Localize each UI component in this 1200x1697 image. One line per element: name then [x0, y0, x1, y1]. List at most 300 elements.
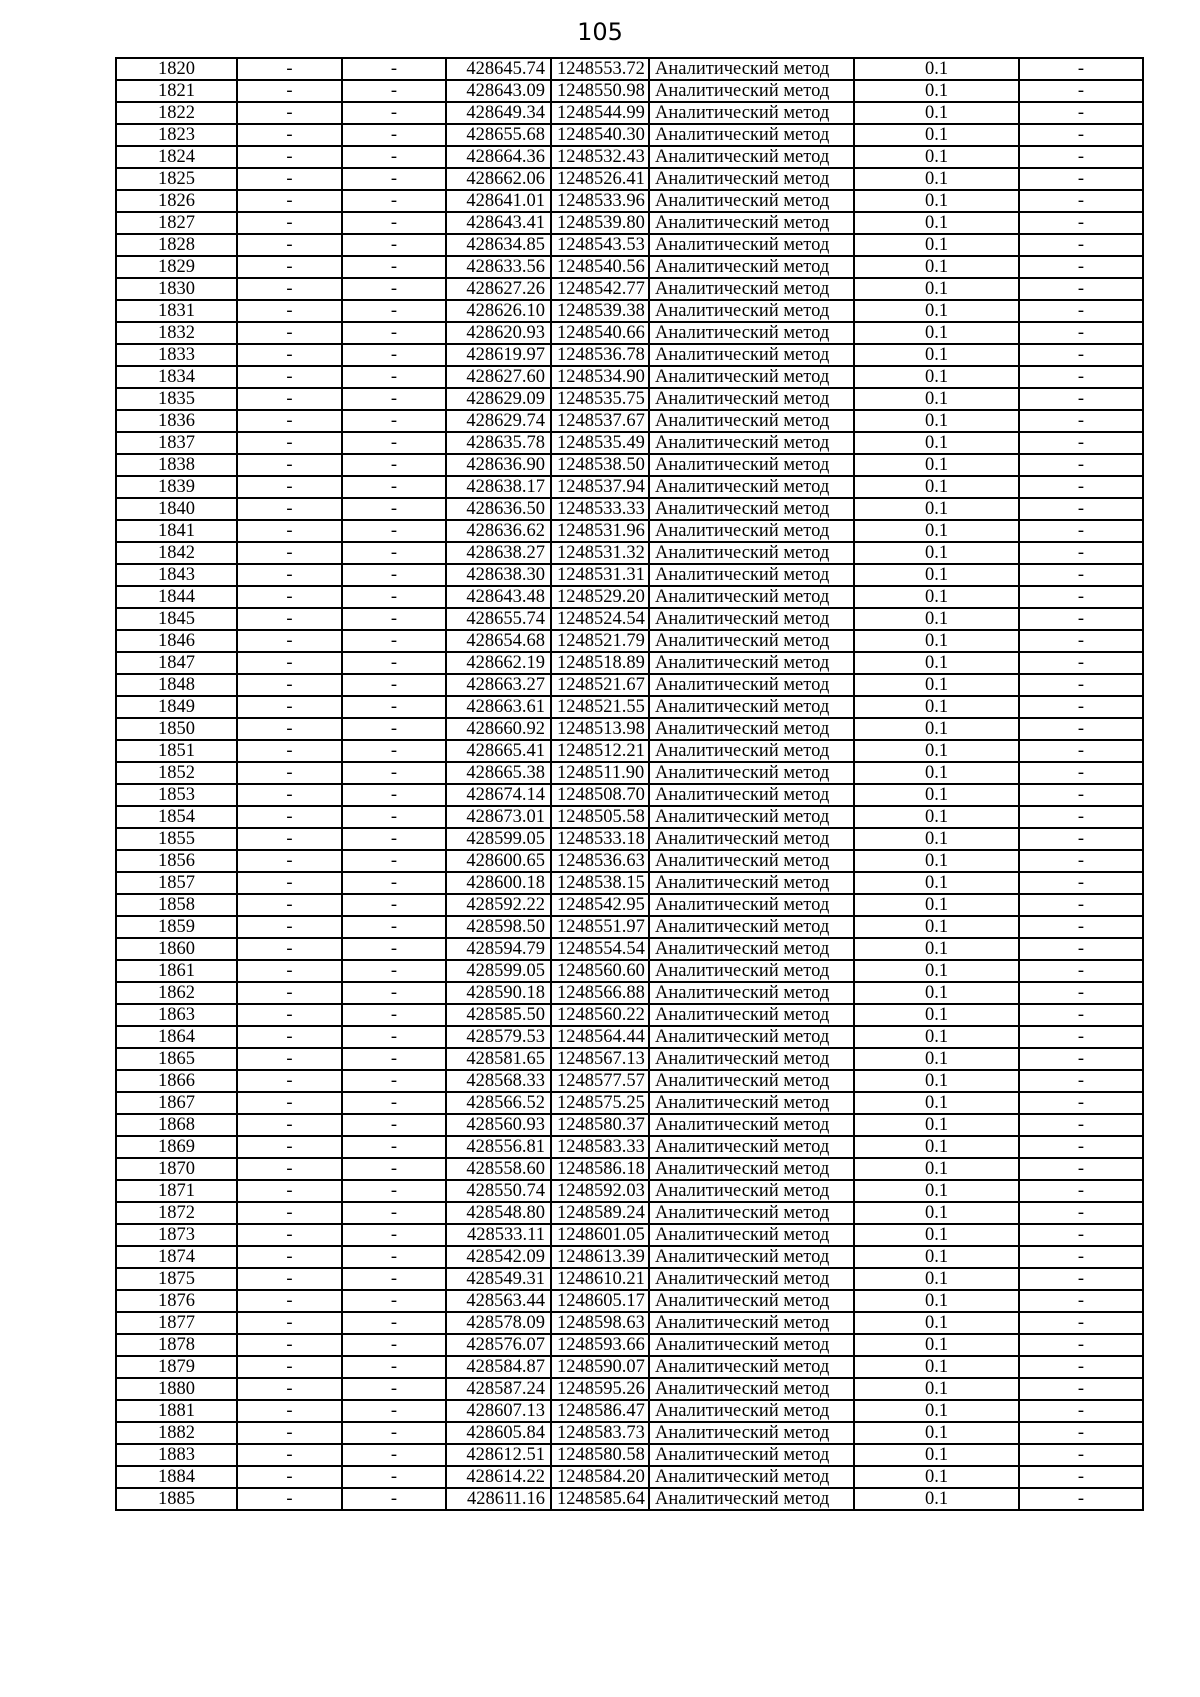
table-row	[116, 102, 1143, 124]
column-2-cell: -	[237, 1048, 342, 1070]
accuracy-cell: 0.1	[854, 542, 1019, 564]
table-row	[116, 1114, 1143, 1136]
y-coordinate-cell: 1248593.66	[551, 1334, 649, 1356]
point-number-cell: 1867	[116, 1092, 237, 1114]
column-8-cell: -	[1019, 1224, 1143, 1246]
table-row	[116, 190, 1143, 212]
column-3-cell: -	[342, 1246, 446, 1268]
point-number-cell: 1831	[116, 300, 237, 322]
table-row	[116, 696, 1143, 718]
column-8-cell: -	[1019, 256, 1143, 278]
accuracy-cell: 0.1	[854, 740, 1019, 762]
table-row	[116, 256, 1143, 278]
y-coordinate-cell: 1248540.30	[551, 124, 649, 146]
column-3-cell: -	[342, 520, 446, 542]
table-row	[116, 410, 1143, 432]
method-cell: Аналитический метод	[649, 278, 854, 300]
column-8-cell: -	[1019, 784, 1143, 806]
column-8-cell: -	[1019, 1114, 1143, 1136]
column-2-cell: -	[237, 146, 342, 168]
point-number-cell: 1848	[116, 674, 237, 696]
point-number-cell: 1839	[116, 476, 237, 498]
column-2-cell: -	[237, 652, 342, 674]
point-number-cell: 1864	[116, 1026, 237, 1048]
column-2-cell: -	[237, 1400, 342, 1422]
column-2-cell: -	[237, 1312, 342, 1334]
column-2-cell: -	[237, 674, 342, 696]
point-number-cell: 1880	[116, 1378, 237, 1400]
column-8-cell: -	[1019, 410, 1143, 432]
method-cell: Аналитический метод	[649, 828, 854, 850]
column-3-cell: -	[342, 982, 446, 1004]
column-2-cell: -	[237, 1180, 342, 1202]
column-8-cell: -	[1019, 1444, 1143, 1466]
accuracy-cell: 0.1	[854, 1312, 1019, 1334]
column-3-cell: -	[342, 1202, 446, 1224]
x-coordinate-cell: 428611.16	[446, 1488, 551, 1510]
y-coordinate-cell: 1248586.47	[551, 1400, 649, 1422]
method-cell: Аналитический метод	[649, 894, 854, 916]
y-coordinate-cell: 1248580.37	[551, 1114, 649, 1136]
column-2-cell: -	[237, 586, 342, 608]
column-2-cell: -	[237, 1466, 342, 1488]
column-3-cell: -	[342, 234, 446, 256]
table-row	[116, 124, 1143, 146]
x-coordinate-cell: 428600.18	[446, 872, 551, 894]
column-3-cell: -	[342, 190, 446, 212]
table-row	[116, 1070, 1143, 1092]
point-number-cell: 1822	[116, 102, 237, 124]
x-coordinate-cell: 428548.80	[446, 1202, 551, 1224]
accuracy-cell: 0.1	[854, 696, 1019, 718]
point-number-cell: 1858	[116, 894, 237, 916]
column-8-cell: -	[1019, 476, 1143, 498]
column-3-cell: -	[342, 1400, 446, 1422]
accuracy-cell: 0.1	[854, 168, 1019, 190]
column-2-cell: -	[237, 960, 342, 982]
column-8-cell: -	[1019, 740, 1143, 762]
point-number-cell: 1878	[116, 1334, 237, 1356]
y-coordinate-cell: 1248540.56	[551, 256, 649, 278]
column-3-cell: -	[342, 674, 446, 696]
table-row	[116, 476, 1143, 498]
column-3-cell: -	[342, 1444, 446, 1466]
column-3-cell: -	[342, 146, 446, 168]
column-8-cell: -	[1019, 652, 1143, 674]
accuracy-cell: 0.1	[854, 1004, 1019, 1026]
table-row	[116, 322, 1143, 344]
accuracy-cell: 0.1	[854, 608, 1019, 630]
method-cell: Аналитический метод	[649, 938, 854, 960]
y-coordinate-cell: 1248536.63	[551, 850, 649, 872]
accuracy-cell: 0.1	[854, 366, 1019, 388]
column-8-cell: -	[1019, 1488, 1143, 1510]
y-coordinate-cell: 1248598.63	[551, 1312, 649, 1334]
method-cell: Аналитический метод	[649, 168, 854, 190]
column-8-cell: -	[1019, 1026, 1143, 1048]
x-coordinate-cell: 428599.05	[446, 828, 551, 850]
column-8-cell: -	[1019, 1246, 1143, 1268]
coordinates-table	[115, 57, 1144, 1511]
table-row	[116, 1466, 1143, 1488]
accuracy-cell: 0.1	[854, 1378, 1019, 1400]
table-row	[116, 234, 1143, 256]
column-8-cell: -	[1019, 520, 1143, 542]
column-3-cell: -	[342, 278, 446, 300]
point-number-cell: 1871	[116, 1180, 237, 1202]
column-2-cell: -	[237, 806, 342, 828]
column-2-cell: -	[237, 1224, 342, 1246]
x-coordinate-cell: 428654.68	[446, 630, 551, 652]
column-2-cell: -	[237, 542, 342, 564]
x-coordinate-cell: 428576.07	[446, 1334, 551, 1356]
method-cell: Аналитический метод	[649, 1356, 854, 1378]
point-number-cell: 1846	[116, 630, 237, 652]
accuracy-cell: 0.1	[854, 1202, 1019, 1224]
column-8-cell: -	[1019, 564, 1143, 586]
x-coordinate-cell: 428638.27	[446, 542, 551, 564]
column-2-cell: -	[237, 982, 342, 1004]
method-cell: Аналитический метод	[649, 234, 854, 256]
column-2-cell: -	[237, 388, 342, 410]
column-8-cell: -	[1019, 80, 1143, 102]
column-2-cell: -	[237, 696, 342, 718]
x-coordinate-cell: 428599.05	[446, 960, 551, 982]
column-8-cell: -	[1019, 234, 1143, 256]
column-3-cell: -	[342, 256, 446, 278]
method-cell: Аналитический метод	[649, 1026, 854, 1048]
table-row	[116, 1004, 1143, 1026]
accuracy-cell: 0.1	[854, 454, 1019, 476]
method-cell: Аналитический метод	[649, 740, 854, 762]
column-3-cell: -	[342, 1026, 446, 1048]
y-coordinate-cell: 1248505.58	[551, 806, 649, 828]
method-cell: Аналитический метод	[649, 982, 854, 1004]
method-cell: Аналитический метод	[649, 1466, 854, 1488]
column-3-cell: -	[342, 300, 446, 322]
column-3-cell: -	[342, 850, 446, 872]
column-2-cell: -	[237, 740, 342, 762]
method-cell: Аналитический метод	[649, 344, 854, 366]
column-2-cell: -	[237, 1334, 342, 1356]
point-number-cell: 1866	[116, 1070, 237, 1092]
column-3-cell: -	[342, 718, 446, 740]
column-3-cell: -	[342, 1290, 446, 1312]
column-8-cell: -	[1019, 982, 1143, 1004]
column-3-cell: -	[342, 454, 446, 476]
table-row	[116, 652, 1143, 674]
y-coordinate-cell: 1248532.43	[551, 146, 649, 168]
table-row	[116, 806, 1143, 828]
column-2-cell: -	[237, 1070, 342, 1092]
column-8-cell: -	[1019, 322, 1143, 344]
method-cell: Аналитический метод	[649, 454, 854, 476]
column-2-cell: -	[237, 630, 342, 652]
column-2-cell: -	[237, 168, 342, 190]
column-2-cell: -	[237, 828, 342, 850]
method-cell: Аналитический метод	[649, 1136, 854, 1158]
column-2-cell: -	[237, 718, 342, 740]
column-3-cell: -	[342, 894, 446, 916]
accuracy-cell: 0.1	[854, 498, 1019, 520]
column-8-cell: -	[1019, 1070, 1143, 1092]
y-coordinate-cell: 1248595.26	[551, 1378, 649, 1400]
method-cell: Аналитический метод	[649, 564, 854, 586]
x-coordinate-cell: 428612.51	[446, 1444, 551, 1466]
column-2-cell: -	[237, 256, 342, 278]
column-8-cell: -	[1019, 696, 1143, 718]
column-8-cell: -	[1019, 1092, 1143, 1114]
method-cell: Аналитический метод	[649, 410, 854, 432]
table-row	[116, 300, 1143, 322]
accuracy-cell: 0.1	[854, 1136, 1019, 1158]
accuracy-cell: 0.1	[854, 388, 1019, 410]
y-coordinate-cell: 1248613.39	[551, 1246, 649, 1268]
table-row	[116, 1224, 1143, 1246]
y-coordinate-cell: 1248526.41	[551, 168, 649, 190]
x-coordinate-cell: 428600.65	[446, 850, 551, 872]
column-8-cell: -	[1019, 1356, 1143, 1378]
accuracy-cell: 0.1	[854, 718, 1019, 740]
column-2-cell: -	[237, 1422, 342, 1444]
accuracy-cell: 0.1	[854, 432, 1019, 454]
accuracy-cell: 0.1	[854, 1466, 1019, 1488]
method-cell: Аналитический метод	[649, 388, 854, 410]
accuracy-cell: 0.1	[854, 1180, 1019, 1202]
table-row	[116, 344, 1143, 366]
point-number-cell: 1840	[116, 498, 237, 520]
point-number-cell: 1830	[116, 278, 237, 300]
method-cell: Аналитический метод	[649, 1158, 854, 1180]
accuracy-cell: 0.1	[854, 58, 1019, 80]
table-row	[116, 1092, 1143, 1114]
point-number-cell: 1860	[116, 938, 237, 960]
accuracy-cell: 0.1	[854, 1334, 1019, 1356]
method-cell: Аналитический метод	[649, 1070, 854, 1092]
column-8-cell: -	[1019, 718, 1143, 740]
accuracy-cell: 0.1	[854, 1158, 1019, 1180]
x-coordinate-cell: 428663.61	[446, 696, 551, 718]
column-2-cell: -	[237, 190, 342, 212]
method-cell: Аналитический метод	[649, 1092, 854, 1114]
table-row	[116, 542, 1143, 564]
accuracy-cell: 0.1	[854, 124, 1019, 146]
x-coordinate-cell: 428643.09	[446, 80, 551, 102]
column-8-cell: -	[1019, 300, 1143, 322]
column-2-cell: -	[237, 454, 342, 476]
column-3-cell: -	[342, 1334, 446, 1356]
y-coordinate-cell: 1248550.98	[551, 80, 649, 102]
point-number-cell: 1825	[116, 168, 237, 190]
accuracy-cell: 0.1	[854, 322, 1019, 344]
method-cell: Аналитический метод	[649, 300, 854, 322]
method-cell: Аналитический метод	[649, 1400, 854, 1422]
column-8-cell: -	[1019, 608, 1143, 630]
column-3-cell: -	[342, 960, 446, 982]
y-coordinate-cell: 1248553.72	[551, 58, 649, 80]
point-number-cell: 1824	[116, 146, 237, 168]
method-cell: Аналитический метод	[649, 806, 854, 828]
column-2-cell: -	[237, 1004, 342, 1026]
table-row	[116, 1378, 1143, 1400]
point-number-cell: 1852	[116, 762, 237, 784]
column-2-cell: -	[237, 1114, 342, 1136]
column-3-cell: -	[342, 212, 446, 234]
method-cell: Аналитический метод	[649, 1334, 854, 1356]
y-coordinate-cell: 1248580.58	[551, 1444, 649, 1466]
point-number-cell: 1847	[116, 652, 237, 674]
x-coordinate-cell: 428533.11	[446, 1224, 551, 1246]
column-8-cell: -	[1019, 1334, 1143, 1356]
column-2-cell: -	[237, 1158, 342, 1180]
accuracy-cell: 0.1	[854, 960, 1019, 982]
column-2-cell: -	[237, 322, 342, 344]
table-row	[116, 454, 1143, 476]
column-2-cell: -	[237, 366, 342, 388]
x-coordinate-cell: 428636.90	[446, 454, 551, 476]
column-8-cell: -	[1019, 938, 1143, 960]
point-number-cell: 1854	[116, 806, 237, 828]
column-2-cell: -	[237, 1444, 342, 1466]
point-number-cell: 1874	[116, 1246, 237, 1268]
table-row	[116, 278, 1143, 300]
method-cell: Аналитический метод	[649, 586, 854, 608]
x-coordinate-cell: 428662.19	[446, 652, 551, 674]
column-8-cell: -	[1019, 190, 1143, 212]
table-row	[116, 1180, 1143, 1202]
table-row	[116, 784, 1143, 806]
y-coordinate-cell: 1248583.73	[551, 1422, 649, 1444]
column-8-cell: -	[1019, 1202, 1143, 1224]
column-2-cell: -	[237, 1026, 342, 1048]
point-number-cell: 1851	[116, 740, 237, 762]
point-number-cell: 1877	[116, 1312, 237, 1334]
y-coordinate-cell: 1248508.70	[551, 784, 649, 806]
point-number-cell: 1872	[116, 1202, 237, 1224]
column-8-cell: -	[1019, 1378, 1143, 1400]
accuracy-cell: 0.1	[854, 828, 1019, 850]
table-row	[116, 58, 1143, 80]
accuracy-cell: 0.1	[854, 1356, 1019, 1378]
point-number-cell: 1844	[116, 586, 237, 608]
point-number-cell: 1821	[116, 80, 237, 102]
accuracy-cell: 0.1	[854, 256, 1019, 278]
method-cell: Аналитический метод	[649, 432, 854, 454]
column-2-cell: -	[237, 1488, 342, 1510]
accuracy-cell: 0.1	[854, 476, 1019, 498]
method-cell: Аналитический метод	[649, 520, 854, 542]
x-coordinate-cell: 428641.01	[446, 190, 551, 212]
point-number-cell: 1868	[116, 1114, 237, 1136]
accuracy-cell: 0.1	[854, 630, 1019, 652]
point-number-cell: 1827	[116, 212, 237, 234]
accuracy-cell: 0.1	[854, 850, 1019, 872]
column-3-cell: -	[342, 696, 446, 718]
x-coordinate-cell: 428635.78	[446, 432, 551, 454]
table-row	[116, 432, 1143, 454]
column-3-cell: -	[342, 806, 446, 828]
column-3-cell: -	[342, 740, 446, 762]
accuracy-cell: 0.1	[854, 102, 1019, 124]
accuracy-cell: 0.1	[854, 212, 1019, 234]
y-coordinate-cell: 1248560.22	[551, 1004, 649, 1026]
method-cell: Аналитический метод	[649, 476, 854, 498]
x-coordinate-cell: 428649.34	[446, 102, 551, 124]
column-2-cell: -	[237, 1246, 342, 1268]
x-coordinate-cell: 428638.30	[446, 564, 551, 586]
x-coordinate-cell: 428629.74	[446, 410, 551, 432]
table-row	[116, 608, 1143, 630]
x-coordinate-cell: 428563.44	[446, 1290, 551, 1312]
point-number-cell: 1828	[116, 234, 237, 256]
column-3-cell: -	[342, 1004, 446, 1026]
column-2-cell: -	[237, 278, 342, 300]
x-coordinate-cell: 428638.17	[446, 476, 551, 498]
column-3-cell: -	[342, 344, 446, 366]
method-cell: Аналитический метод	[649, 212, 854, 234]
x-coordinate-cell: 428568.33	[446, 1070, 551, 1092]
table-row	[116, 564, 1143, 586]
column-2-cell: -	[237, 344, 342, 366]
point-number-cell: 1850	[116, 718, 237, 740]
accuracy-cell: 0.1	[854, 278, 1019, 300]
column-8-cell: -	[1019, 828, 1143, 850]
column-2-cell: -	[237, 124, 342, 146]
point-number-cell: 1837	[116, 432, 237, 454]
column-2-cell: -	[237, 410, 342, 432]
table-row	[116, 762, 1143, 784]
x-coordinate-cell: 428665.41	[446, 740, 551, 762]
accuracy-cell: 0.1	[854, 344, 1019, 366]
table-row	[116, 168, 1143, 190]
table-row	[116, 1026, 1143, 1048]
table-row	[116, 1356, 1143, 1378]
column-2-cell: -	[237, 916, 342, 938]
method-cell: Аналитический метод	[649, 850, 854, 872]
method-cell: Аналитический метод	[649, 784, 854, 806]
method-cell: Аналитический метод	[649, 960, 854, 982]
x-coordinate-cell: 428558.60	[446, 1158, 551, 1180]
method-cell: Аналитический метод	[649, 1422, 854, 1444]
point-number-cell: 1845	[116, 608, 237, 630]
table-row	[116, 1136, 1143, 1158]
accuracy-cell: 0.1	[854, 982, 1019, 1004]
method-cell: Аналитический метод	[649, 80, 854, 102]
column-8-cell: -	[1019, 1004, 1143, 1026]
table-row	[116, 982, 1143, 1004]
method-cell: Аналитический метод	[649, 696, 854, 718]
x-coordinate-cell: 428590.18	[446, 982, 551, 1004]
accuracy-cell: 0.1	[854, 1224, 1019, 1246]
y-coordinate-cell: 1248531.32	[551, 542, 649, 564]
accuracy-cell: 0.1	[854, 784, 1019, 806]
method-cell: Аналитический метод	[649, 718, 854, 740]
column-8-cell: -	[1019, 1400, 1143, 1422]
method-cell: Аналитический метод	[649, 542, 854, 564]
x-coordinate-cell: 428633.56	[446, 256, 551, 278]
x-coordinate-cell: 428643.48	[446, 586, 551, 608]
column-8-cell: -	[1019, 146, 1143, 168]
method-cell: Аналитический метод	[649, 1004, 854, 1026]
x-coordinate-cell: 428607.13	[446, 1400, 551, 1422]
column-2-cell: -	[237, 1136, 342, 1158]
column-2-cell: -	[237, 850, 342, 872]
y-coordinate-cell: 1248610.21	[551, 1268, 649, 1290]
column-3-cell: -	[342, 1356, 446, 1378]
table-row	[116, 498, 1143, 520]
y-coordinate-cell: 1248513.98	[551, 718, 649, 740]
column-3-cell: -	[342, 1158, 446, 1180]
